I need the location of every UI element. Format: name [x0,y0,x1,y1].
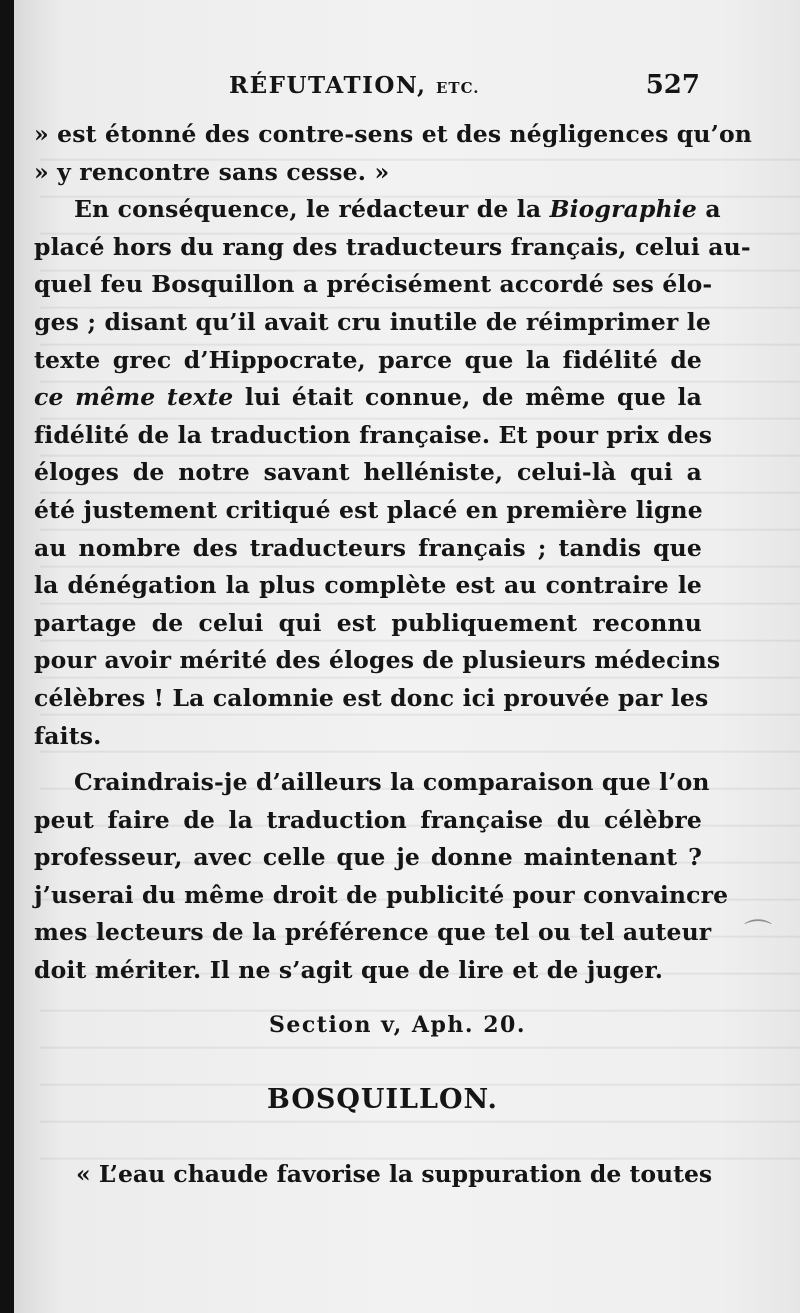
text-line: placé hors du rang des traducteurs français, celui au- [34,232,751,261]
text-line: Craindrais-je d’ailleurs la comparaison que l’on [74,768,710,797]
text-line: » y rencontre sans cesse. » [34,157,390,186]
text-line: j’userai du même droit de publicité pour convaincre [34,880,729,909]
text-line: partage de celui qui est publiquement reconnu [34,608,702,637]
text-line-with-italic: En conséquence, le rédacteur de la Biographie a [74,195,721,224]
text-line: célèbres ! La calomnie est donc ici prouvée par les [34,683,709,712]
quote-first-line: « L’eau chaude favorise la suppuration de toutes [76,1160,713,1188]
text-line: été justement critiqué est placé en première ligne [34,495,703,524]
text-line: éloges de notre savant helléniste, celui-là qui a [34,458,702,487]
running-title [229,72,479,99]
author-heading: BOSQUILLON. [267,1084,498,1115]
text-line: au nombre des traducteurs français ; tandis que [34,533,702,562]
text-line: doit mériter. Il ne s’agit que de lire et de juger. [34,956,664,985]
italic-phrase: ce même texte [34,383,234,412]
text-line: fidélité de la traduction française. Et pour prix des [34,420,713,449]
page-number: 527 [645,70,700,100]
text-line: peut faire de la traduction française du célèbre [34,805,702,834]
text-line-with-italic: ce même texte lui était connue, de même que la [34,383,702,412]
section-heading: Section v, Aph. 20. [269,1012,526,1038]
text-line: quel feu Bosquillon a précisément accordé ses élo- [34,270,713,299]
book-page [14,0,800,1313]
text-line: professeur, avec celle que je donne maintenant ? [34,843,702,872]
body-text [34,116,753,990]
text-line: faits. [34,721,102,750]
margin-mark: ⌒ [743,917,772,950]
text-line: » est étonné des contre-sens et des négligences qu’on [34,120,753,148]
text-line: pour avoir mérité des éloges de plusieurs médecins [34,646,721,675]
paragraph-gap [34,755,702,764]
text-line: texte grec d’Hippocrate, parce que la fidélité de [34,345,702,374]
running-title-etc: ETC. [435,79,480,97]
text-line: la dénégation la plus complète est au contraire le [34,571,702,600]
text-line: mes lecteurs de la préférence que tel ou tel auteur [34,918,712,947]
italic-phrase: Biographie [549,195,697,224]
running-title-text: RÉFUTATION, [229,72,427,99]
running-head [14,72,800,112]
text-line: ges ; disant qu’il avait cru inutile de réimprimer le [34,307,711,336]
